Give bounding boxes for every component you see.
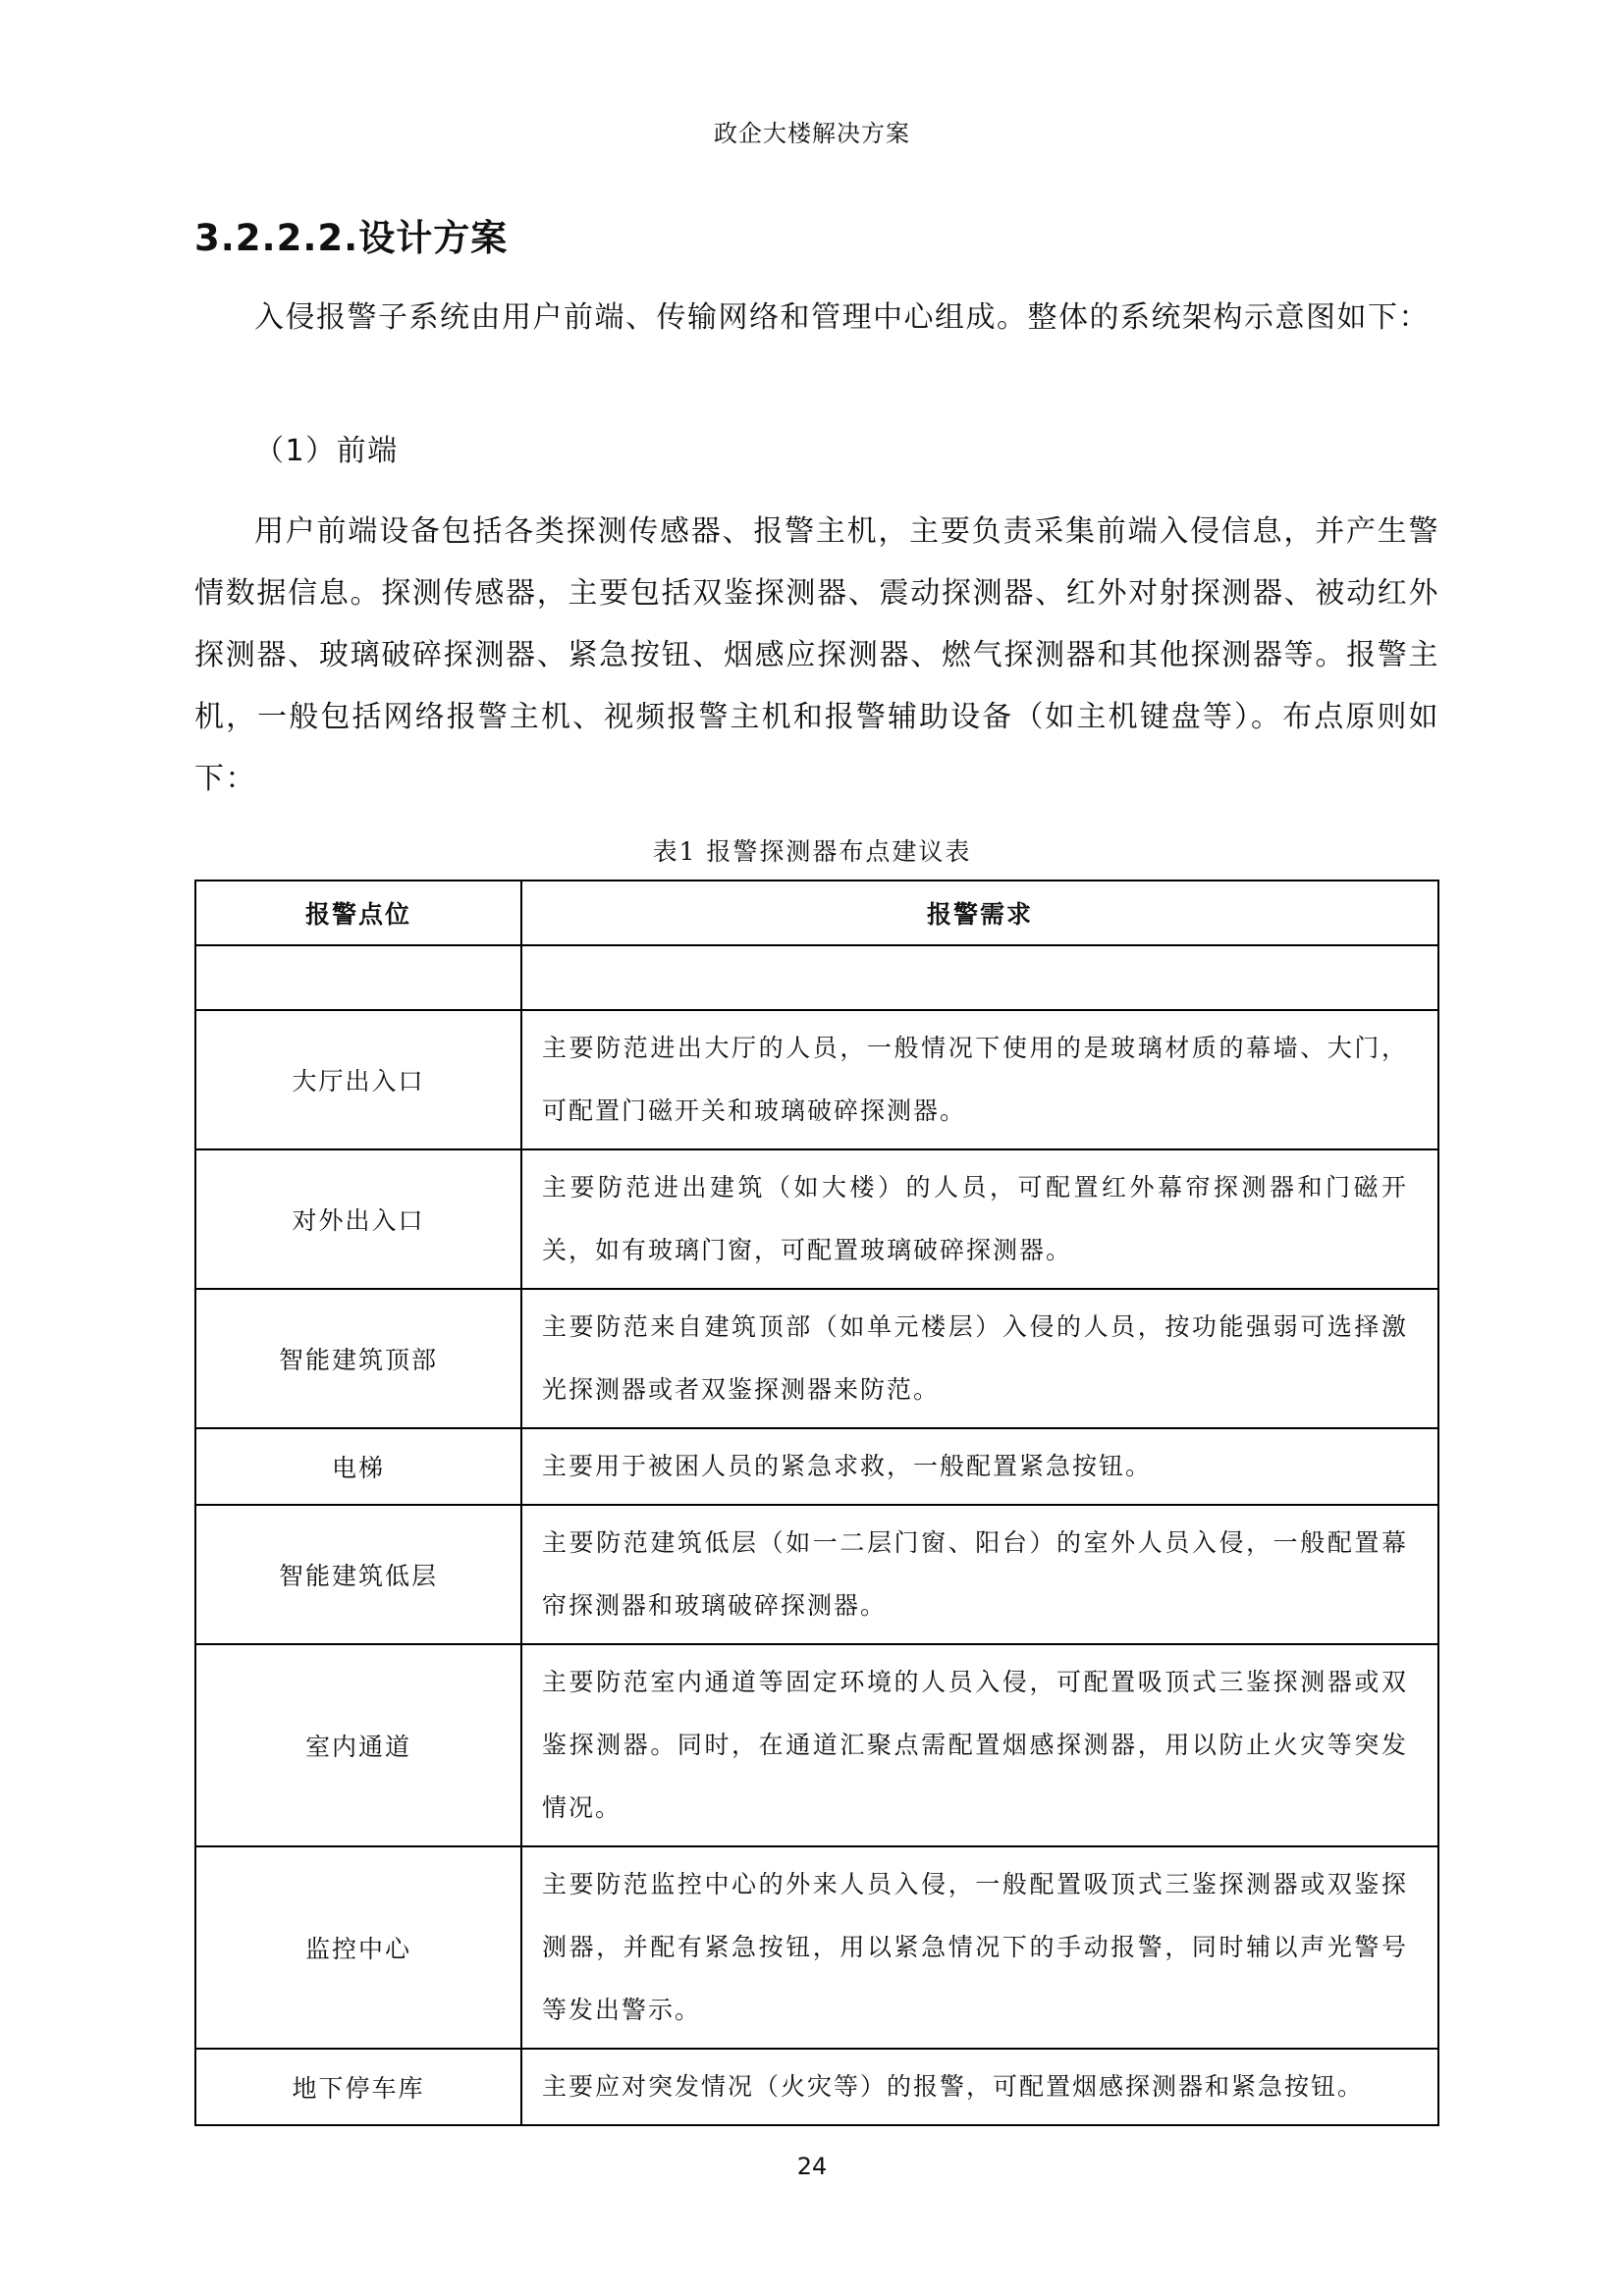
- front-description: 用户前端设备包括各类探测传感器、报警主机，主要负责采集前端入侵信息，并产生警情数据信息。探测传感器，主要包括双鉴探测器、震动探测器、红外对射探测器、被动红外探测器、玻璃破碎探测器、紧急按钮、烟感应探测器、燃气探测器和其他探测器等。报警主机，一般包括网络报警主机、视频报警主机和报警辅助设备（如主机键盘等）。布点原则如下：: [194, 514, 1439, 796]
- table-caption: 表1 报警探测器布点建议表: [652, 837, 972, 866]
- cell-requirement: 主要防范建筑低层（如一二层门窗、阳台）的室外人员入侵，一般配置幕帘探测器和玻璃破碎探测器。: [521, 1505, 1438, 1644]
- cell-requirement: 主要防范来自建筑顶部（如单元楼层）入侵的人员，按功能强弱可选择激光探测器或者双鉴探测器来防范。: [521, 1289, 1438, 1428]
- cell-location: 智能建筑顶部: [195, 1289, 521, 1428]
- cell-requirement: 主要防范监控中心的外来人员入侵，一般配置吸顶式三鉴探测器或双鉴探测器，并配有紧急按钮，用以紧急情况下的手动报警，同时辅以声光警号等发出警示。: [521, 1846, 1438, 2049]
- table-row: [195, 1846, 1438, 2049]
- alarm-placement-table: [194, 880, 1439, 2126]
- header-location: 报警点位: [195, 881, 521, 945]
- page-number: 24: [796, 2153, 828, 2180]
- table-row: [195, 1289, 1438, 1428]
- table-row: [195, 2049, 1438, 2125]
- intro-paragraph: 入侵报警子系统由用户前端、传输网络和管理中心组成。整体的系统架构示意图如下：: [254, 300, 1430, 335]
- cell-location: 对外出入口: [195, 1149, 521, 1289]
- table-row: [195, 1149, 1438, 1289]
- table-row: [195, 945, 1438, 1010]
- section-heading: 3.2.2.2.设计方案: [194, 217, 509, 259]
- cell-location: 监控中心: [195, 1846, 521, 2049]
- cell-location: 电梯: [195, 1428, 521, 1505]
- table-row: [195, 1505, 1438, 1644]
- cell-location: 智能建筑低层: [195, 1505, 521, 1644]
- header-requirement: 报警需求: [521, 881, 1438, 945]
- cell-requirement: 主要用于被困人员的紧急求救，一般配置紧急按钮。: [521, 1428, 1438, 1505]
- cell-requirement: 主要防范室内通道等固定环境的人员入侵，可配置吸顶式三鉴探测器或双鉴探测器。同时，在通道汇聚点需配置烟感探测器，用以防止火灾等突发情况。: [521, 1644, 1438, 1846]
- cell-requirement: 主要防范进出大厅的人员，一般情况下使用的是玻璃材质的幕墙、大门，可配置门磁开关和玻璃破碎探测器。: [521, 1010, 1438, 1149]
- cell-location: 大厅出入口: [195, 1010, 521, 1149]
- table-row: [195, 1644, 1438, 1846]
- page-header: 政企大楼解决方案: [714, 120, 910, 147]
- table-row: [195, 1010, 1438, 1149]
- cell-location: 地下停车库: [195, 2049, 521, 2125]
- table-header-row: [195, 881, 1438, 945]
- cell-location: 室内通道: [195, 1644, 521, 1846]
- table-row: [195, 1428, 1438, 1505]
- cell-requirement: [521, 945, 1438, 1010]
- cell-requirement: 主要应对突发情况（火灾等）的报警，可配置烟感探测器和紧急按钮。: [521, 2049, 1438, 2125]
- cell-requirement: 主要防范进出建筑（如大楼）的人员，可配置红外幕帘探测器和门磁开关，如有玻璃门窗，可配置玻璃破碎探测器。: [521, 1149, 1438, 1289]
- front-label: （1）前端: [254, 434, 399, 468]
- cell-location: [195, 945, 521, 1010]
